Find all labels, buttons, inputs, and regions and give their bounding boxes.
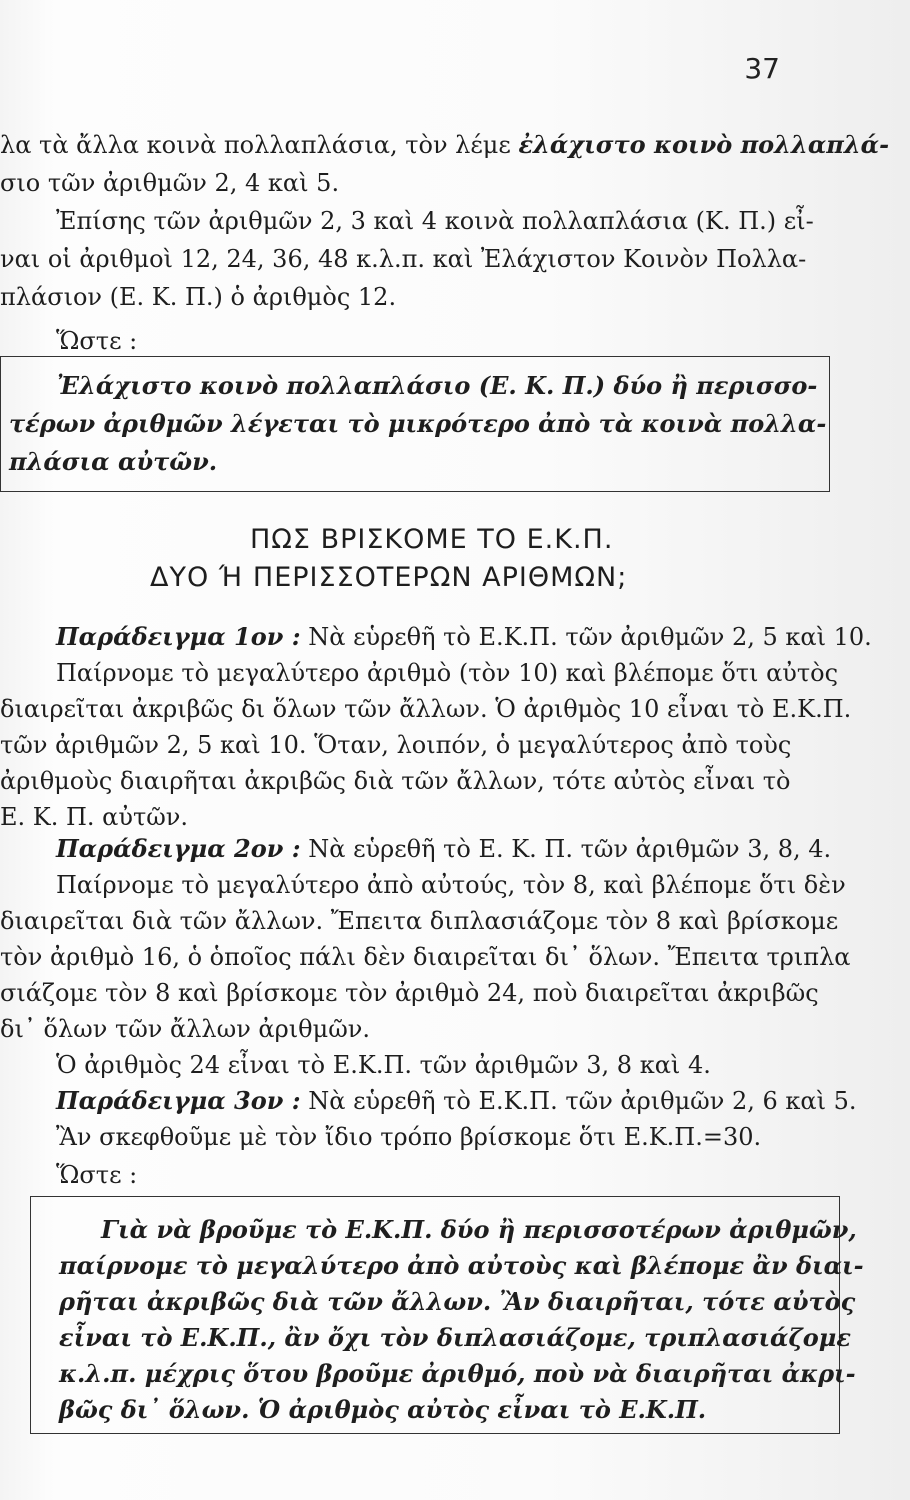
intro-line-1-bold: ἐλάχιστο κοινὸ πολλαπλά- [518,130,890,159]
hoste-label: Ὥστε : [56,327,138,355]
example-2-line-3: διαιρεῖται διὰ τῶν ἄλλων. Ἔπειτα διπλασιάζομε τὸν 8 καὶ βρίσκομε [0,907,839,935]
rule-line-2: παίρνομε τὸ μεγαλύτερο ἀπὸ αὐτοὺς καὶ βλέπομε ἂν διαι- [59,1251,864,1280]
intro-line-3: Ἐπίσης τῶν ἀριθμῶν 2, 3 καὶ 4 κοινὰ πολλαπλάσια (Κ. Π.) εἶ- [56,207,814,235]
intro-line-1 [0,130,889,160]
example-3-line-2: Ἂν σκεφθοῦμε μὲ τὸν ἴδιο τρόπο βρίσκομε ὅτι Ε.Κ.Π.=30. [56,1123,762,1151]
section-heading-line-1: ΠΩΣ ΒΡΙΣΚΟΜΕ ΤΟ Ε.Κ.Π. [250,524,614,555]
intro-line-1-text: λα τὰ ἄλλα κοινὰ πολλαπλάσια, τὸν λέμε [0,131,519,159]
example-1-line-4: τῶν ἀριθμῶν 2, 5 καὶ 10. Ὅταν, λοιπόν, ὁ μεγαλύτερος ἀπὸ τοὺς [0,731,792,759]
example-2-line-4: τὸν ἀριθμὸ 16, ὁ ὁποῖος πάλι δὲν διαιρεῖται δι᾽ ὅλων. Ἔπειτα τριπλα [0,943,851,971]
example-1-label: Παράδειγμα 1ον : [56,622,301,651]
intro-line-5: πλάσιον (Ε. Κ. Π.) ὁ ἀριθμὸς 12. [0,283,397,311]
example-2-line-1: Νὰ εὑρεθῆ τὸ Ε. Κ. Π. τῶν ἀριθμῶν 3, 8, 4. [308,835,832,863]
example-3-line-1: Νὰ εὑρεθῆ τὸ Ε.Κ.Π. τῶν ἀριθμῶν 2, 6 καὶ 5. [308,1087,857,1115]
section-heading-line-2: ΔΥΟ Ή ΠΕΡΙΣΣΟΤΕΡΩΝ ΑΡΙΘΜΩΝ; [150,562,628,593]
example-1-line-2: Παίρνομε τὸ μεγαλύτερο ἀριθμὸ (τὸν 10) καὶ βλέπομε ὅτι αὐτὸς [56,659,839,687]
page-number: 37 [744,52,780,85]
example-2-label: Παράδειγμα 2ον : [56,834,301,863]
example-1-line-6: Ε. Κ. Π. αὐτῶν. [0,803,189,831]
intro-line-2: σιο τῶν ἀριθμῶν 2, 4 καὶ 5. [0,169,340,197]
hoste-label-2: Ὥστε : [56,1161,138,1189]
rule-line-5: κ.λ.π. μέχρις ὅτου βροῦμε ἀριθμό, ποὺ νὰ διαιρῆται ἀκρι- [59,1359,856,1388]
example-1-first-line [56,622,872,652]
rule-line-6: βῶς δι᾽ ὅλων. Ὁ ἀριθμὸς αὐτὸς εἶναι τὸ Ε.Κ.Π. [59,1395,707,1424]
example-2-line-5: σιάζομε τὸν 8 καὶ βρίσκομε τὸν ἀριθμὸ 24, ποὺ διαιρεῖται ἀκριβῶς [0,979,819,1007]
intro-line-4: ναι οἱ ἀριθμοὶ 12, 24, 36, 48 κ.λ.π. καὶ Ἐλάχιστον Κοινὸν Πολλα- [0,245,807,273]
definition-line-1: Ἐλάχιστο κοινὸ πολλαπλάσιο (Ε. Κ. Π.) δύο ἢ περισσο- [57,371,818,400]
example-3-first-line [56,1086,857,1116]
example-2-line-6: δι᾽ ὅλων τῶν ἄλλων ἀριθμῶν. [0,1015,370,1043]
definition-line-2: τέρων ἀριθμῶν λέγεται τὸ μικρότερο ἀπὸ τὰ κοινὰ πολλα- [9,409,827,438]
example-1-line-5: ἀριθμοὺς διαιρῆται ἀκριβῶς διὰ τῶν ἄλλων, τότε αὐτὸς εἶναι τὸ [0,767,791,795]
example-3-label: Παράδειγμα 3ον : [56,1086,301,1115]
rule-line-4: εἶναι τὸ Ε.Κ.Π., ἂν ὄχι τὸν διπλασιάζομε, τριπλασιάζομε [59,1323,851,1352]
example-2-line-2: Παίρνομε τὸ μεγαλύτερο ἀπὸ αὐτούς, τὸν 8, καὶ βλέπομε ὅτι δὲν [56,871,846,899]
rule-line-3: ρῆται ἀκριβῶς διὰ τῶν ἄλλων. Ἂν διαιρῆται, τότε αὐτὸς [59,1287,856,1316]
rule-box [30,1196,864,1434]
example-2-first-line [56,834,831,864]
example-1-line-1: Νὰ εὑρεθῆ τὸ Ε.Κ.Π. τῶν ἀριθμῶν 2, 5 καὶ 10. [308,623,872,651]
rule-line-1: Γιὰ νὰ βροῦμε τὸ Ε.Κ.Π. δύο ἢ περισσοτέρων ἀριθμῶν, [101,1215,857,1244]
example-1-line-3: διαιρεῖται ἀκριβῶς δι ὅλων τῶν ἄλλων. Ὁ ἀριθμὸς 10 εἶναι τὸ Ε.Κ.Π. [0,695,852,723]
definition-line-3: πλάσια αὐτῶν. [9,447,218,476]
example-2-line-7: Ὁ ἀριθμὸς 24 εἶναι τὸ Ε.Κ.Π. τῶν ἀριθμῶν 3, 8 καὶ 4. [56,1051,711,1079]
definition-box [0,356,830,492]
